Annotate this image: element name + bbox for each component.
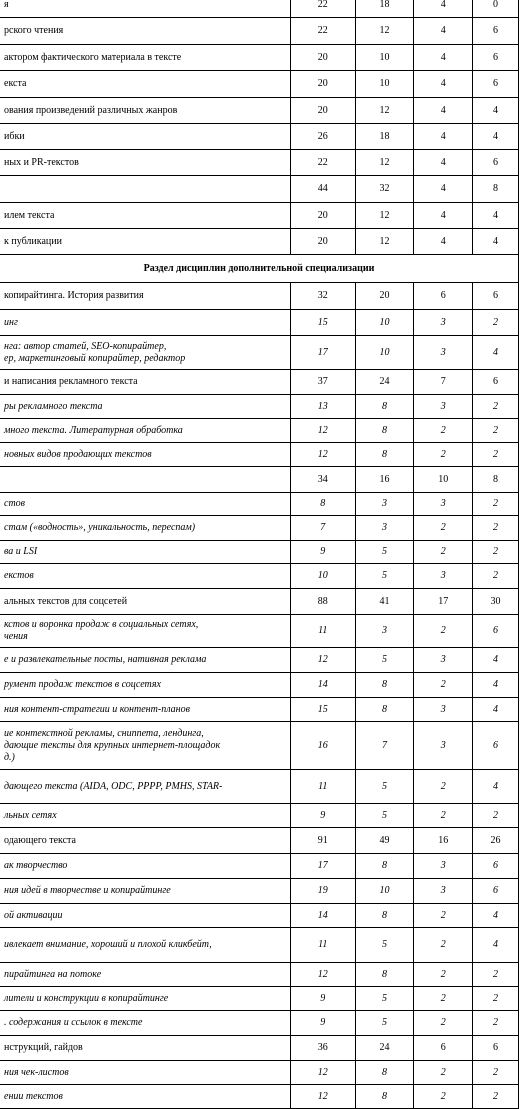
hours-cell: 4: [414, 0, 473, 18]
hours-cell: 8: [355, 673, 414, 698]
hours-cell: 10: [355, 336, 414, 370]
table-row: [0, 516, 519, 541]
discipline-name: стам («водность», уникальность, переспам): [0, 516, 290, 541]
hours-cell: 2: [414, 443, 473, 467]
table-row: [0, 467, 519, 493]
hours-cell: 4: [473, 98, 519, 124]
table-row: [0, 854, 519, 879]
hours-cell: 2: [473, 541, 519, 564]
discipline-name: ва и LSI: [0, 541, 290, 564]
hours-cell: 6: [473, 722, 519, 770]
hours-cell: 7: [355, 722, 414, 770]
table-row: [0, 963, 519, 987]
hours-cell: 6: [473, 71, 519, 98]
hours-cell: 10: [414, 467, 473, 493]
hours-cell: 3: [414, 493, 473, 516]
discipline-name: румент продаж текстов в соцсетях: [0, 673, 290, 698]
table-row: [0, 150, 519, 176]
table-row: [0, 1061, 519, 1085]
discipline-name: ры рекламного текста: [0, 395, 290, 419]
table-row: [0, 1085, 519, 1109]
hours-cell: 5: [355, 770, 414, 804]
hours-cell: 6: [473, 854, 519, 879]
hours-cell: 17: [290, 336, 355, 370]
hours-cell: 5: [355, 1011, 414, 1036]
table-row: [0, 928, 519, 963]
hours-cell: 6: [473, 879, 519, 904]
discipline-name: . содержания и ссылок в тексте: [0, 1011, 290, 1036]
hours-cell: 22: [290, 150, 355, 176]
hours-cell: 8: [355, 1061, 414, 1085]
hours-cell: 17: [290, 854, 355, 879]
hours-cell: 12: [290, 1085, 355, 1109]
discipline-name: екстов: [0, 564, 290, 589]
hours-cell: 12: [355, 229, 414, 255]
hours-cell: 20: [290, 203, 355, 229]
discipline-name: дающего текста (AIDA, ODC, PPPP, PMHS, STAR-: [0, 770, 290, 804]
discipline-name: ак творчество: [0, 854, 290, 879]
hours-cell: 20: [355, 283, 414, 310]
hours-cell: 14: [290, 673, 355, 698]
discipline-name: лители и конструкции в копирайтинге: [0, 987, 290, 1011]
hours-cell: 6: [473, 18, 519, 45]
hours-cell: 2: [414, 673, 473, 698]
hours-cell: 9: [290, 987, 355, 1011]
hours-cell: 20: [290, 45, 355, 71]
discipline-name: к публикации: [0, 229, 290, 255]
discipline-name: льных сетях: [0, 804, 290, 828]
table-row: [0, 904, 519, 928]
hours-cell: 3: [414, 336, 473, 370]
hours-cell: 6: [473, 45, 519, 71]
hours-cell: 8: [355, 1085, 414, 1109]
hours-cell: 4: [414, 45, 473, 71]
hours-cell: 11: [290, 928, 355, 963]
table-row: [0, 828, 519, 854]
hours-cell: 4: [414, 229, 473, 255]
hours-cell: 26: [290, 124, 355, 150]
hours-cell: 2: [414, 804, 473, 828]
hours-cell: 3: [355, 493, 414, 516]
hours-cell: 6: [414, 283, 473, 310]
hours-cell: 2: [414, 1011, 473, 1036]
hours-cell: 12: [290, 963, 355, 987]
hours-cell: 8: [355, 443, 414, 467]
hours-cell: 11: [290, 615, 355, 648]
discipline-name: и написания рекламного текста: [0, 370, 290, 395]
discipline-name: одающего текста: [0, 828, 290, 854]
hours-cell: 34: [290, 467, 355, 493]
discipline-name: ния контент-стратегии и контент-планов: [0, 698, 290, 722]
section-header-body: [0, 255, 519, 283]
hours-cell: 6: [414, 1036, 473, 1061]
table-body-before: [0, 0, 519, 255]
hours-cell: 8: [355, 904, 414, 928]
hours-cell: 12: [290, 1061, 355, 1085]
hours-cell: 4: [414, 98, 473, 124]
hours-cell: 6: [473, 1036, 519, 1061]
hours-cell: 4: [473, 904, 519, 928]
discipline-name: [0, 467, 290, 493]
table-row: [0, 615, 519, 648]
hours-cell: 0: [473, 0, 519, 18]
hours-cell: 2: [473, 516, 519, 541]
hours-cell: 5: [355, 804, 414, 828]
hours-cell: 91: [290, 828, 355, 854]
hours-cell: 4: [473, 203, 519, 229]
hours-cell: 2: [414, 963, 473, 987]
hours-cell: 4: [473, 770, 519, 804]
hours-cell: 5: [355, 987, 414, 1011]
hours-cell: 8: [355, 419, 414, 443]
hours-cell: 12: [355, 150, 414, 176]
hours-cell: 7: [414, 370, 473, 395]
section-header-row: [0, 255, 519, 283]
hours-cell: 16: [290, 722, 355, 770]
hours-cell: 5: [355, 928, 414, 963]
hours-cell: 6: [473, 615, 519, 648]
discipline-name: нструкций, гайдов: [0, 1036, 290, 1061]
table-row: [0, 124, 519, 150]
table-row: [0, 541, 519, 564]
table-row: [0, 770, 519, 804]
hours-cell: 3: [414, 722, 473, 770]
hours-cell: 10: [355, 45, 414, 71]
hours-cell: 2: [473, 564, 519, 589]
table-row: [0, 176, 519, 203]
hours-cell: 2: [414, 1061, 473, 1085]
table-row: [0, 589, 519, 615]
hours-cell: 4: [473, 648, 519, 673]
hours-cell: 3: [414, 854, 473, 879]
hours-cell: 2: [414, 928, 473, 963]
discipline-name: [0, 176, 290, 203]
hours-cell: 5: [355, 541, 414, 564]
hours-cell: 2: [473, 419, 519, 443]
discipline-name: е и развлекательные посты, нативная реклама: [0, 648, 290, 673]
discipline-name: новных видов продающих текстов: [0, 443, 290, 467]
hours-cell: 3: [355, 516, 414, 541]
table-row: [0, 722, 519, 770]
hours-cell: 10: [355, 71, 414, 98]
discipline-name: ивлекает внимание, хороший и плохой кликбейт,: [0, 928, 290, 963]
discipline-name: кстов и воронка продаж в социальных сетях, чения: [0, 615, 290, 648]
discipline-name: ных и PR-текстов: [0, 150, 290, 176]
table-body-after: [0, 283, 519, 1109]
hours-cell: 8: [473, 176, 519, 203]
hours-cell: 24: [355, 1036, 414, 1061]
table-row: [0, 1011, 519, 1036]
discipline-name: ие контекстной рекламы, сниппета, лендинга, дающие тексты для крупных интернет-площадок д.): [0, 722, 290, 770]
hours-cell: 5: [355, 564, 414, 589]
hours-cell: 9: [290, 1011, 355, 1036]
hours-cell: 15: [290, 310, 355, 336]
table-row: [0, 203, 519, 229]
hours-cell: 11: [290, 770, 355, 804]
discipline-name: копирайтинга. История развития: [0, 283, 290, 310]
table-row: [0, 283, 519, 310]
hours-cell: 2: [473, 804, 519, 828]
hours-cell: 22: [290, 0, 355, 18]
hours-cell: 8: [355, 854, 414, 879]
hours-cell: 41: [355, 589, 414, 615]
hours-cell: 9: [290, 541, 355, 564]
hours-cell: 2: [473, 493, 519, 516]
table-row: [0, 804, 519, 828]
discipline-name: альных текстов для соцсетей: [0, 589, 290, 615]
hours-cell: 2: [473, 1085, 519, 1109]
hours-cell: 4: [473, 124, 519, 150]
discipline-name: нга: автор статей, SEO-копирайтер, ер, маркетинговый копирайтер, редактор: [0, 336, 290, 370]
hours-cell: 12: [290, 648, 355, 673]
hours-cell: 14: [290, 904, 355, 928]
table-row: [0, 45, 519, 71]
hours-cell: 6: [473, 150, 519, 176]
hours-cell: 6: [473, 283, 519, 310]
discipline-name: инг: [0, 310, 290, 336]
hours-cell: 12: [355, 98, 414, 124]
hours-cell: 32: [355, 176, 414, 203]
hours-cell: 2: [414, 770, 473, 804]
table-row: [0, 370, 519, 395]
hours-cell: 12: [355, 203, 414, 229]
hours-cell: 15: [290, 698, 355, 722]
hours-cell: 44: [290, 176, 355, 203]
hours-cell: 6: [473, 370, 519, 395]
hours-cell: 2: [414, 541, 473, 564]
hours-cell: 3: [414, 395, 473, 419]
discipline-name: ния идей в творчестве и копирайтинге: [0, 879, 290, 904]
hours-cell: 2: [414, 904, 473, 928]
hours-cell: 2: [473, 963, 519, 987]
hours-cell: 20: [290, 229, 355, 255]
table-row: [0, 419, 519, 443]
hours-cell: 26: [473, 828, 519, 854]
hours-cell: 10: [355, 879, 414, 904]
table-row: [0, 395, 519, 419]
hours-cell: 2: [414, 615, 473, 648]
hours-cell: 4: [414, 124, 473, 150]
hours-cell: 19: [290, 879, 355, 904]
table-row: [0, 229, 519, 255]
discipline-name: рского чтения: [0, 18, 290, 45]
table-row: [0, 71, 519, 98]
table-row: [0, 1036, 519, 1061]
discipline-name: ой активации: [0, 904, 290, 928]
discipline-name: я: [0, 0, 290, 18]
hours-cell: 4: [414, 71, 473, 98]
hours-cell: 36: [290, 1036, 355, 1061]
hours-cell: 16: [355, 467, 414, 493]
discipline-name: ении текстов: [0, 1085, 290, 1109]
hours-cell: 7: [290, 516, 355, 541]
discipline-name: илем текста: [0, 203, 290, 229]
hours-cell: 20: [290, 71, 355, 98]
table-row: [0, 18, 519, 45]
table-row: [0, 564, 519, 589]
hours-cell: 2: [473, 310, 519, 336]
hours-cell: 9: [290, 804, 355, 828]
table-row: [0, 0, 519, 18]
hours-cell: 12: [290, 443, 355, 467]
hours-cell: 8: [473, 467, 519, 493]
hours-cell: 2: [473, 443, 519, 467]
hours-cell: 30: [473, 589, 519, 615]
table-row: [0, 698, 519, 722]
hours-cell: 24: [355, 370, 414, 395]
hours-cell: 4: [473, 698, 519, 722]
hours-cell: 10: [355, 310, 414, 336]
table-row: [0, 879, 519, 904]
hours-cell: 3: [414, 879, 473, 904]
table-row: [0, 493, 519, 516]
hours-cell: 17: [414, 589, 473, 615]
hours-cell: 2: [473, 1011, 519, 1036]
discipline-name: ибки: [0, 124, 290, 150]
hours-cell: 3: [414, 648, 473, 673]
table-row: [0, 673, 519, 698]
table-row: [0, 336, 519, 370]
hours-cell: 16: [414, 828, 473, 854]
hours-cell: 2: [414, 1085, 473, 1109]
hours-cell: 4: [414, 18, 473, 45]
hours-cell: 4: [414, 203, 473, 229]
hours-cell: 8: [355, 698, 414, 722]
discipline-name: много текста. Литературная обработка: [0, 419, 290, 443]
table-row: [0, 648, 519, 673]
hours-cell: 3: [414, 698, 473, 722]
table-row: [0, 443, 519, 467]
hours-cell: 4: [414, 176, 473, 203]
discipline-name: актором фактического материала в тексте: [0, 45, 290, 71]
hours-cell: 2: [414, 419, 473, 443]
section-title: Раздел дисциплин дополнительной специализации: [0, 255, 519, 283]
hours-cell: 4: [414, 150, 473, 176]
hours-cell: 8: [355, 395, 414, 419]
hours-cell: 3: [414, 564, 473, 589]
hours-cell: 4: [473, 229, 519, 255]
discipline-name: ния чек-листов: [0, 1061, 290, 1085]
discipline-name: стов: [0, 493, 290, 516]
hours-cell: 3: [414, 310, 473, 336]
table-row: [0, 98, 519, 124]
table-row: [0, 987, 519, 1011]
hours-cell: 37: [290, 370, 355, 395]
hours-cell: 12: [355, 18, 414, 45]
hours-cell: 8: [290, 493, 355, 516]
hours-cell: 3: [355, 615, 414, 648]
discipline-name: пирайтинга на потоке: [0, 963, 290, 987]
hours-cell: 10: [290, 564, 355, 589]
hours-cell: 12: [290, 419, 355, 443]
hours-cell: 2: [414, 516, 473, 541]
hours-cell: 4: [473, 928, 519, 963]
hours-cell: 88: [290, 589, 355, 615]
hours-cell: 18: [355, 124, 414, 150]
discipline-name: ования произведений различных жанров: [0, 98, 290, 124]
hours-cell: 4: [473, 673, 519, 698]
table-row: [0, 310, 519, 336]
hours-cell: 8: [355, 963, 414, 987]
hours-cell: 32: [290, 283, 355, 310]
hours-cell: 2: [414, 987, 473, 1011]
hours-cell: 2: [473, 395, 519, 419]
discipline-name: екста: [0, 71, 290, 98]
hours-cell: 4: [473, 336, 519, 370]
hours-cell: 2: [473, 987, 519, 1011]
hours-cell: 5: [355, 648, 414, 673]
hours-cell: 13: [290, 395, 355, 419]
hours-cell: 49: [355, 828, 414, 854]
hours-cell: 2: [473, 1061, 519, 1085]
hours-cell: 22: [290, 18, 355, 45]
hours-cell: 20: [290, 98, 355, 124]
hours-cell: 18: [355, 0, 414, 18]
